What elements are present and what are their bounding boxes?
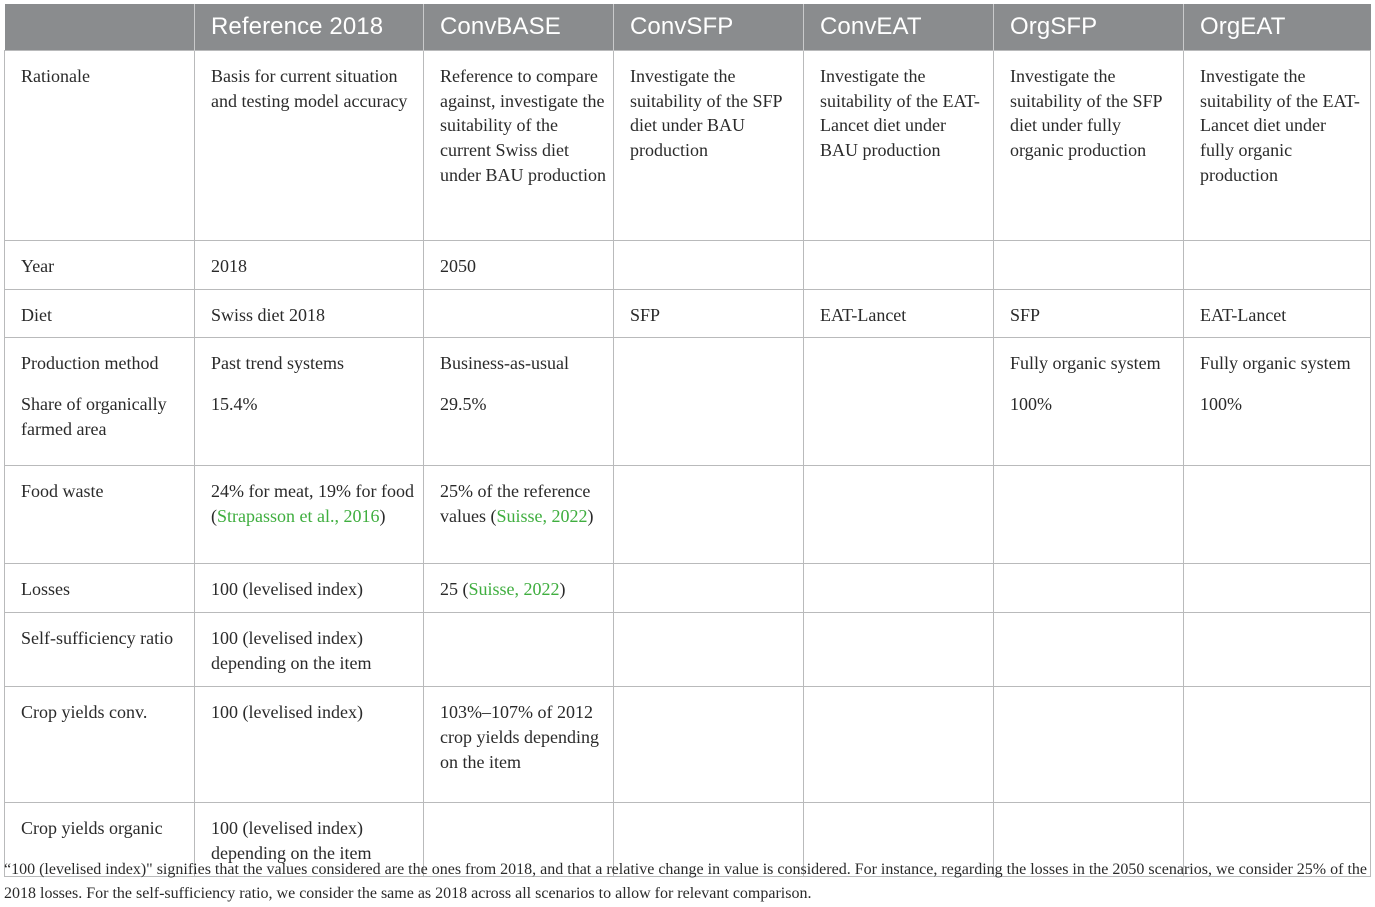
header-convbase: ConvBASE xyxy=(424,4,614,51)
cell-losses-convsfp xyxy=(614,564,804,613)
cell-cropconv-convsfp xyxy=(614,687,804,803)
row-label-food-waste: Food waste xyxy=(5,466,195,564)
citation-strapasson-link[interactable]: Strapasson et al., 2016 xyxy=(217,506,380,527)
table-row-rationale xyxy=(5,51,1371,241)
cell-cropconv-reference-2018: 100 (levelised index) xyxy=(195,687,424,803)
scenario-table xyxy=(4,4,1371,877)
cell-selfsuff-convsfp xyxy=(614,613,804,687)
cell-production-reference-2018 xyxy=(195,338,424,466)
row-label-crop-yields-conv: Crop yields conv. xyxy=(5,687,195,803)
header-corner xyxy=(5,4,195,51)
foodwaste-reference-close: ) xyxy=(379,506,386,527)
table-row-self-sufficiency xyxy=(5,613,1371,687)
cell-losses-reference-2018: 100 (levelised index) xyxy=(195,564,424,613)
table-row-losses xyxy=(5,564,1371,613)
cell-year-convbase: 2050 xyxy=(424,241,614,290)
cell-year-convsfp xyxy=(614,241,804,290)
cell-production-orgeat xyxy=(1184,338,1371,466)
cell-foodwaste-orgeat xyxy=(1184,466,1371,564)
organic-share-value: 15.4% xyxy=(211,394,258,415)
cell-diet-convbase xyxy=(424,289,614,338)
cell-diet-orgeat: EAT-Lancet xyxy=(1184,289,1371,338)
cell-rationale-convbase: Reference to compare against, investigate the suitability of the current Swiss diet under BAU production xyxy=(424,51,614,241)
row-label-rationale: Rationale xyxy=(5,51,195,241)
table-footnote: “100 (levelised index)" signifies that the values considered are the ones from 2018, and that a relative change in value is considered. For instance, regarding the losses in the 2050 scenarios, we consider 25% of the 2018 losses. For the self-sufficiency ratio, we consider the same as 2018 across all scenarios to allow for relevant comparison. xyxy=(4,861,1367,902)
cell-foodwaste-reference-2018 xyxy=(195,466,424,564)
cell-selfsuff-reference-2018: 100 (levelised index) depending on the item xyxy=(195,613,424,687)
cell-selfsuff-conveat xyxy=(804,613,994,687)
header-orgeat: OrgEAT xyxy=(1184,4,1371,51)
row-label-production-method: Production method xyxy=(21,353,159,374)
foodwaste-reference-text: 24% for meat, 19% for food ( xyxy=(211,481,414,527)
row-label-losses: Losses xyxy=(5,564,195,613)
cell-losses-conveat xyxy=(804,564,994,613)
row-label-year: Year xyxy=(5,241,195,290)
organic-share-value: 29.5% xyxy=(440,394,487,415)
header-convsfp: ConvSFP xyxy=(614,4,804,51)
cell-selfsuff-orgeat xyxy=(1184,613,1371,687)
cell-losses-orgsfp xyxy=(994,564,1184,613)
cell-losses-convbase xyxy=(424,564,614,613)
row-label-organic-share: Share of organically farmed area xyxy=(21,394,167,439)
cell-cropconv-orgsfp xyxy=(994,687,1184,803)
cell-rationale-reference-2018: Basis for current situation and testing model accuracy xyxy=(195,51,424,241)
production-method-value: Fully organic system xyxy=(1200,353,1351,374)
organic-share-value: 100% xyxy=(1010,394,1052,415)
cell-diet-reference-2018: Swiss diet 2018 xyxy=(195,289,424,338)
cell-year-reference-2018: 2018 xyxy=(195,241,424,290)
table-body xyxy=(5,51,1371,877)
cell-diet-conveat: EAT-Lancet xyxy=(804,289,994,338)
cell-rationale-orgsfp: Investigate the suitability of the SFP diet under fully organic production xyxy=(994,51,1184,241)
cell-diet-convsfp: SFP xyxy=(614,289,804,338)
foodwaste-convbase-close: ) xyxy=(587,506,594,527)
header-reference-2018: Reference 2018 xyxy=(195,4,424,51)
cell-selfsuff-orgsfp xyxy=(994,613,1184,687)
cell-rationale-conveat: Investigate the suitability of the EAT-Lancet diet under BAU production xyxy=(804,51,994,241)
header-orgsfp: OrgSFP xyxy=(994,4,1184,51)
production-method-value: Past trend systems xyxy=(211,353,344,374)
cell-diet-orgsfp: SFP xyxy=(994,289,1184,338)
losses-convbase-close: ) xyxy=(559,579,566,600)
citation-suisse-link[interactable]: Suisse, 2022 xyxy=(468,579,560,600)
cell-foodwaste-conveat xyxy=(804,466,994,564)
citation-suisse-link[interactable]: Suisse, 2022 xyxy=(496,506,588,527)
cell-rationale-convsfp: Investigate the suitability of the SFP diet under BAU production xyxy=(614,51,804,241)
table-row-food-waste xyxy=(5,466,1371,564)
table-row-crop-yields-conv xyxy=(5,687,1371,803)
cell-year-orgeat xyxy=(1184,241,1371,290)
row-label-diet: Diet xyxy=(5,289,195,338)
cell-production-conveat xyxy=(804,338,994,466)
losses-convbase-text: 25 ( xyxy=(440,579,469,600)
row-label-self-sufficiency: Self-sufficiency ratio xyxy=(5,613,195,687)
table-row-production-method xyxy=(5,338,1371,466)
foodwaste-convbase-text: 25% of the reference values ( xyxy=(440,481,591,527)
cell-cropconv-orgeat xyxy=(1184,687,1371,803)
header-conveat: ConvEAT xyxy=(804,4,994,51)
production-method-value: Business-as-usual xyxy=(440,353,569,374)
cell-croporg-reference-2018: 100 (levelised index) depending on the item xyxy=(195,803,424,876)
production-method-value: Fully organic system xyxy=(1010,353,1161,374)
header-row xyxy=(5,4,1371,51)
table-row-year xyxy=(5,241,1371,290)
cell-production-convsfp xyxy=(614,338,804,466)
table-header xyxy=(5,4,1371,51)
cell-cropconv-convbase: 103%–107% of 2012 crop yields depending on the item xyxy=(424,687,614,803)
organic-share-value: 100% xyxy=(1200,394,1242,415)
cell-foodwaste-convbase xyxy=(424,466,614,564)
cell-production-orgsfp xyxy=(994,338,1184,466)
cell-rationale-orgeat: Investigate the suitability of the EAT-Lancet diet under fully organic production xyxy=(1184,51,1371,241)
cell-cropconv-conveat xyxy=(804,687,994,803)
row-label-production xyxy=(5,338,195,466)
cell-foodwaste-orgsfp xyxy=(994,466,1184,564)
scenario-table-container xyxy=(4,4,1370,877)
table-row-diet xyxy=(5,289,1371,338)
cell-foodwaste-convsfp xyxy=(614,466,804,564)
cell-selfsuff-convbase xyxy=(424,613,614,687)
cell-production-convbase xyxy=(424,338,614,466)
cell-year-orgsfp xyxy=(994,241,1184,290)
cell-year-conveat xyxy=(804,241,994,290)
cell-losses-orgeat xyxy=(1184,564,1371,613)
row-label-crop-yields-organic: Crop yields organic xyxy=(5,803,195,876)
